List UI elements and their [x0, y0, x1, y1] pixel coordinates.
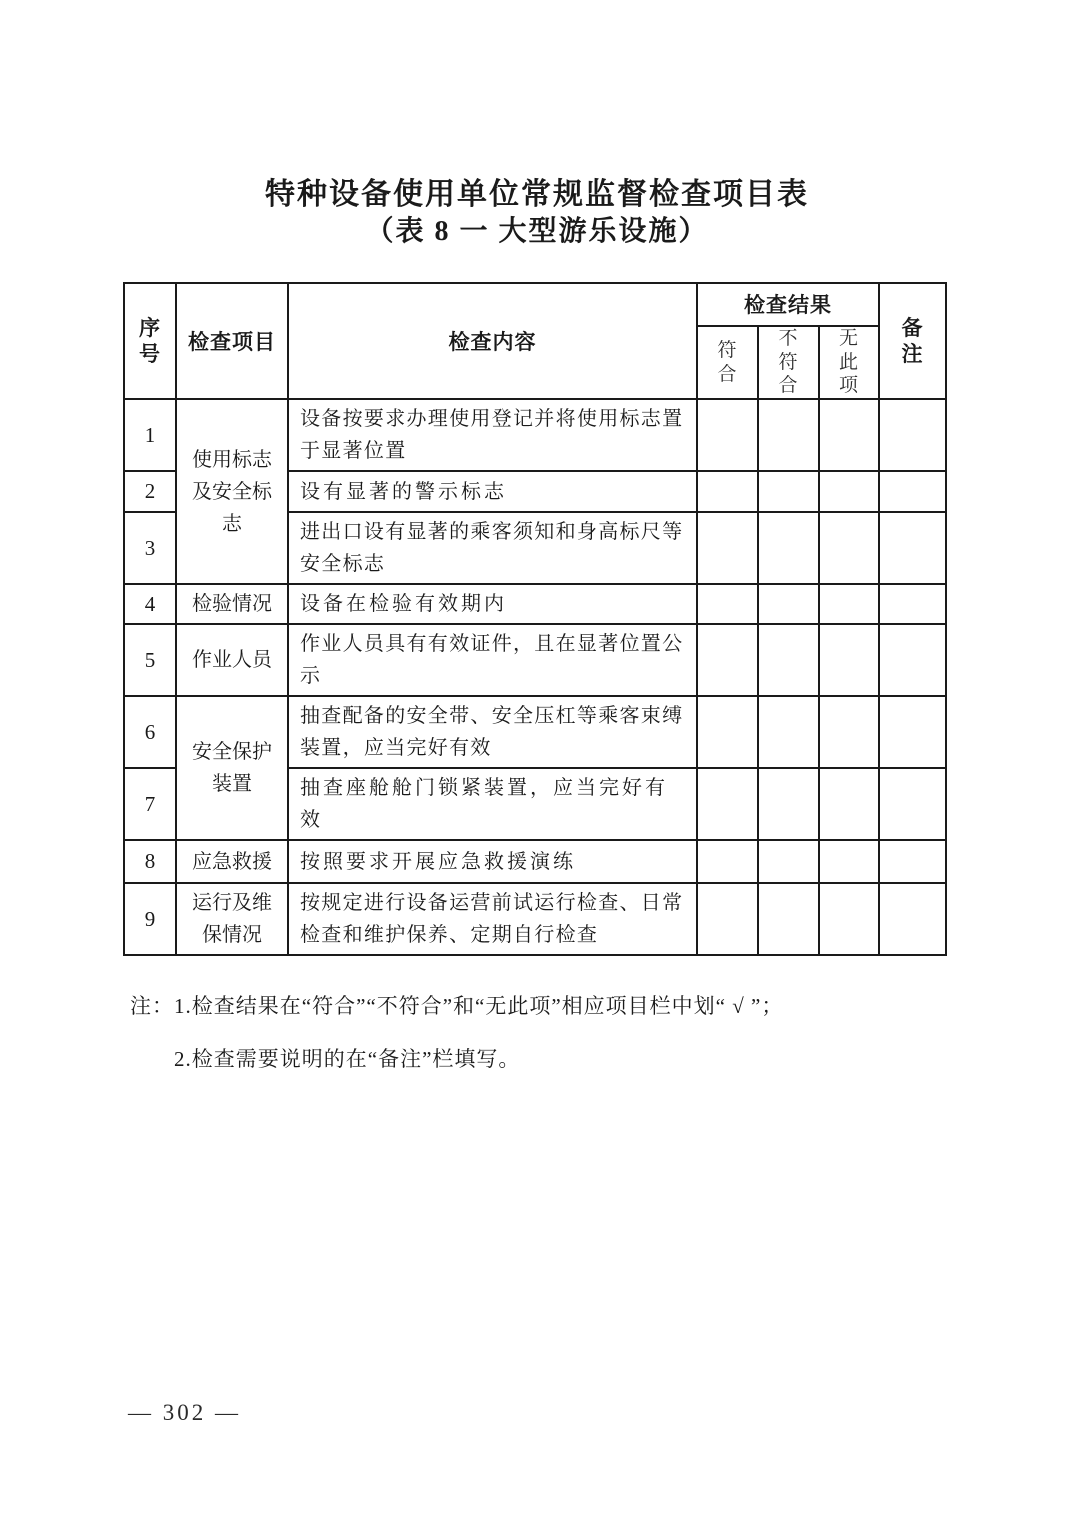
- result-cell-pass: [697, 768, 758, 840]
- result-cell-na: [819, 512, 879, 584]
- result-cell-fail: [758, 471, 819, 512]
- remark-cell: [879, 471, 946, 512]
- content-cell: 进出口设有显著的乘客须知和身高标尺等安全标志: [288, 512, 697, 584]
- result-cell-na: [819, 840, 879, 883]
- result-cell-na: [819, 696, 879, 768]
- table-row: [124, 624, 946, 696]
- remark-cell: [879, 399, 946, 471]
- remark-cell: [879, 883, 946, 955]
- result-cell-pass: [697, 512, 758, 584]
- result-cell-fail: [758, 696, 819, 768]
- item-cell: 检验情况: [176, 584, 288, 624]
- remark-cell: [879, 512, 946, 584]
- result-cell-na: [819, 471, 879, 512]
- document-subtitle: （表 8 一 大型游乐设施）: [365, 215, 709, 247]
- item-cell: 安全保护装置: [176, 696, 288, 840]
- result-cell-na: [819, 883, 879, 955]
- seq-cell: 8: [124, 840, 176, 883]
- header-result-na: 无此项: [819, 326, 879, 399]
- header-result-fail: 不符合: [758, 326, 819, 399]
- seq-cell: 7: [124, 768, 176, 840]
- result-cell-fail: [758, 399, 819, 471]
- result-cell-pass: [697, 584, 758, 624]
- result-cell-pass: [697, 624, 758, 696]
- content-cell: 按规定进行设备运营前试运行检查、日常检查和维护保养、定期自行检查: [288, 883, 697, 955]
- remark-cell: [879, 624, 946, 696]
- content-cell: 设备按要求办理使用登记并将使用标志置于显著位置: [288, 399, 697, 471]
- table-row: [124, 584, 946, 624]
- table-row: [124, 696, 946, 768]
- result-cell-pass: [697, 471, 758, 512]
- table-row: [124, 883, 946, 955]
- content-cell: 抽查配备的安全带、安全压杠等乘客束缚装置，应当完好有效: [288, 696, 697, 768]
- remark-cell: [879, 584, 946, 624]
- seq-cell: 1: [124, 399, 176, 471]
- table-row: [124, 840, 946, 883]
- seq-cell: 6: [124, 696, 176, 768]
- seq-cell: 2: [124, 471, 176, 512]
- remark-cell: [879, 840, 946, 883]
- seq-cell: 9: [124, 883, 176, 955]
- page-number: — 302 —: [128, 1400, 241, 1425]
- header-row-top: [124, 283, 946, 326]
- seq-cell: 4: [124, 584, 176, 624]
- table-row: [124, 399, 946, 471]
- result-cell-na: [819, 399, 879, 471]
- header-item: 检查项目: [176, 283, 288, 399]
- result-cell-na: [819, 768, 879, 840]
- result-cell-fail: [758, 624, 819, 696]
- result-cell-pass: [697, 840, 758, 883]
- document-title: 特种设备使用单位常规监督检查项目表: [265, 178, 809, 211]
- seq-cell: 5: [124, 624, 176, 696]
- content-cell: 按照要求开展应急救援演练: [288, 840, 697, 883]
- note-line-2: 2.检查需要说明的在“备注”栏填写。: [174, 1046, 521, 1071]
- item-cell: 应急救援: [176, 840, 288, 883]
- seq-cell: 3: [124, 512, 176, 584]
- result-cell-fail: [758, 584, 819, 624]
- item-cell: 使用标志及安全标志: [176, 399, 288, 584]
- header-remark: 备注: [879, 283, 946, 399]
- header-result-pass: 符合: [697, 326, 758, 399]
- header-seq: 序号: [124, 283, 176, 399]
- result-cell-pass: [697, 399, 758, 471]
- content-cell: 抽查座舱舱门锁紧装置，应当完好有效: [288, 768, 697, 840]
- result-cell-na: [819, 624, 879, 696]
- item-cell: 作业人员: [176, 624, 288, 696]
- remark-cell: [879, 696, 946, 768]
- result-cell-pass: [697, 883, 758, 955]
- content-cell: 作业人员具有有效证件，且在显著位置公示: [288, 624, 697, 696]
- note-line-1: 注：1.检查结果在“符合”“不符合”和“无此项”相应项目栏中划“ √ ”；: [130, 994, 784, 1019]
- result-cell-fail: [758, 768, 819, 840]
- remark-cell: [879, 768, 946, 840]
- result-cell-fail: [758, 883, 819, 955]
- header-result: 检查结果: [697, 283, 879, 326]
- header-content: 检查内容: [288, 283, 697, 399]
- item-cell: 运行及维保情况: [176, 883, 288, 955]
- content-cell: 设有显著的警示标志: [288, 471, 697, 512]
- result-cell-fail: [758, 512, 819, 584]
- content-cell: 设备在检验有效期内: [288, 584, 697, 624]
- inspection-table: [123, 282, 947, 956]
- footnotes: [130, 992, 960, 1074]
- result-cell-pass: [697, 696, 758, 768]
- result-cell-fail: [758, 840, 819, 883]
- result-cell-na: [819, 584, 879, 624]
